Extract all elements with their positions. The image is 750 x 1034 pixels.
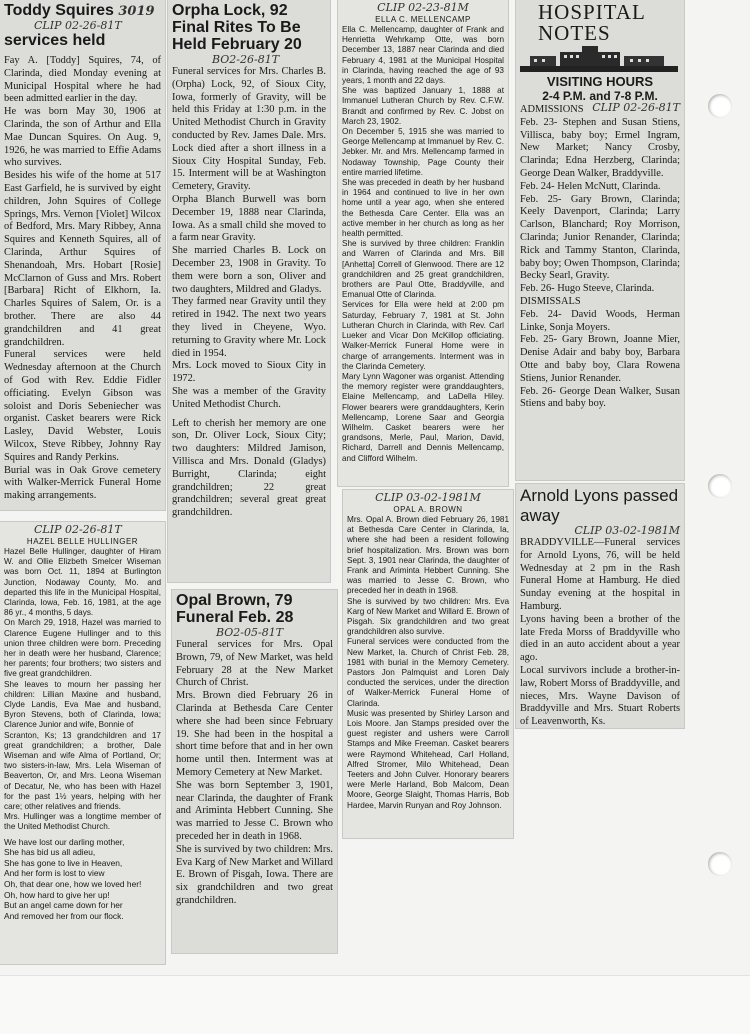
binder-hole-middle	[708, 474, 732, 498]
handwritten-date: CLIP 03-02-1981M	[574, 524, 680, 537]
caption: HAZEL BELLE HULLINGER	[26, 537, 139, 546]
headline: Opal Brown, 79 Funeral Feb. 28	[176, 592, 294, 626]
clipping-opal-brown-funeral	[172, 590, 337, 953]
paragraph: Burial was in Oak Grove cemetery with Walker-Merrick Funeral Home making arrangements.	[4, 464, 161, 502]
paragraph: Fay A. [Toddy] Squires, 74, of Clarinda, died Monday evening at Municipal Hospital where he had been admitted earlier in the day.	[4, 55, 161, 105]
binder-hole-top	[708, 94, 732, 118]
clipping-hazel-hullinger	[0, 522, 165, 964]
clipping-hospital-notes	[516, 0, 684, 480]
paragraph: Lyons having been a brother of the late Freda Morss of Braddyville who died in an auto accident about a year ago.	[520, 613, 680, 664]
headline: Orpha Lock, 92 Final Rites To Be Held February 20	[172, 2, 302, 53]
paragraph: Music was presented by Shirley Larson and Lois Moore. Jan Stamps presided over the guest register and ushers were Carroll Stamps and Mike Freeman. Casket bearers were Raymond Whitehead, Carl Holland, Alfred Stromer, Milo Whitehead, Dean Teeters and John Culver. Honorary bearers were Merle Harland, Bob Malcom, Dean Moore, George Slaight, Thomas Harris, Bob Hardee, Marvin Runyan and Roy Johnson.	[347, 708, 509, 810]
paragraph: Mrs. Brown died February 26 in Clarinda at Bethesda Care Center where she had been since February 19. She had been in the hospital a short time before that and in her own home until then. Interment was at Memory Cemetery at New Market.	[176, 690, 333, 778]
handwritten-date: CLIP 02-26-81T	[34, 523, 122, 536]
paragraph: Funeral services for Mrs. Opal Brown, 79, of New Market, was held February 28 at the New Market Church of Christ.	[176, 639, 333, 689]
caption: ELLA C. MELLENCAMP	[375, 15, 471, 24]
poem-line: But an angel came down for her	[4, 900, 123, 911]
paragraph: On December 5, 1915 she was married to George Mellencamp at Immanuel by Rev. C. Jebker. Mr. and Mrs. Mellencamp farmed in Nodaway Township, Page County their entire married lifetime.	[342, 127, 504, 177]
paragraph: Mrs. Opal A. Brown died February 26, 1981 at Bethesda Care Center in Clarinda, Ia, where she had been a resident following brief hospitalization. Mrs. Brown was born Sept. 3, 1901 near Clarinda, the daughter of Frank and Ariminta Hebbert Cunning. She was married to Jesse C. Brown, who preceded her in death in 1968.	[347, 515, 509, 596]
dismissal-entry: Feb. 26- George Dean Walker, Susan Stiens and baby boy.	[520, 385, 680, 410]
paragraph: Orpha Blanch Burwell was born December 19, 1888 near Clarinda, Iowa. As a small child she moved to a farm near Gravity.	[172, 193, 326, 244]
poem-line: Oh, that dear one, how we loved her!	[4, 879, 142, 890]
memorial-poem	[4, 837, 161, 922]
handwritten-date: CLIP 02-26-81T	[34, 19, 122, 32]
admissions-label: ADMISSIONS	[520, 104, 584, 115]
paragraph: Funeral services were held Wednesday afternoon at the Church of God with Rev. Eddie Fidler officiating. Evelyn Gibson was soloist and Doris Sebeniecher was organist. Casket bearers were Rick Lasley, David Webster, Louis Wilcox, Steve Ribbey, Johnny Ray Squires and Randy Perkins.	[4, 349, 161, 463]
clipping-toddy-squires	[0, 0, 165, 510]
paragraph: Mrs. Hullinger was a longtime member of the United Methodist Church.	[4, 812, 161, 832]
poem-line: And her form is lost to view	[4, 868, 105, 879]
paragraph: She is survived by two children: Mrs. Eva Karg of New Market and Willard E. Brown of Pisgah, Iowa. There are six grandchildren and two great grandchildren.	[176, 843, 333, 906]
poem-line: She has gone to live in Heaven,	[4, 857, 123, 868]
admission-entry: Feb. 24- Helen McNutt, Clarinda.	[520, 180, 661, 192]
paragraph: On March 29, 1918, Hazel was married to Clarence Eugene Hullinger and to this union three children were born. Preceding her in death were her husband, Clarence; her parents; four brothers; two sisters and five great grandchildren.	[4, 618, 161, 679]
paragraph: Funeral services for Mrs. Charles B. (Orpha) Lock, 92, of Sioux City, Iowa, formerly of Gravity, will be held this Friday at 1:30 p.m. in the United Methodist Church in Gravity conducted by Rev. James Dale. Mrs. Lock died after a short illness in a Sioux City Hospital Sunday, Feb. 15. Interment will be at Washington Cemetery, Gravity.	[172, 66, 326, 193]
dismissals-label: DISMISSALS	[520, 295, 581, 307]
clipping-opal-a-brown	[343, 490, 513, 838]
headline: Arnold Lyons passed away	[520, 486, 679, 525]
paragraph: They farmed near Gravity until they retired in 1942. The next two years they lived in Cheyene, Wyo. returning to Gravity where Mr. Lock died in 1954.	[172, 296, 326, 359]
paragraph: Besides his wife of the home at 517 East Garfield, he is survived by eight children, John Squires of College Springs, Mrs. Vernon [Violet] Wilcox of Bedford, Mrs. Mary Ribbey, Anna Squires and Kenneth Squires, all of Clarinda, Arthur Squires of Shenandoah, Mrs. Hobart [Rosie] McClarnon of Guss and Mrs. Robert [Barbara] Richt of Elkhorn, Ia. Charles Squires of Salem, Or. is a brother. There are also 44 grandchildren and 41 great grandchildren.	[4, 170, 161, 348]
paragraph: Mary Lynn Wagoner was organist. Attending the memory register were granddaughters, Elaine Mellencamp, and LaDella Hiley. Flower bearers were granddaughters, Kerin Mellencamp, Lorene Saar and Georgia Wilhelm. Casket bearers were her grandsons, Merle, Paul, Marion, David, Richard, Darrell and Dennis Mellencamp, and Clifford Wilhelm.	[342, 371, 504, 463]
visiting-hours-title: VISITING HOURS	[546, 74, 654, 89]
paragraph: She leaves to mourn her passing her children: Lillian Maxine and husband, Clyde Landis, Eva Mae and husband, Byron Stevens, both of Clarinda, Iowa; Clarence Junior and wife, Bonnie of	[4, 679, 161, 730]
dismissal-entry: Feb. 25- Gary Brown, Joanne Mier, Denise Adair and baby boy, Barbara Otte and baby boy, Clara Rowena Stiens, Junior Renander.	[520, 334, 680, 384]
admission-entry: Feb. 26- Hugo Steeve, Clarinda.	[520, 283, 655, 295]
paragraph: BRADDYVILLE—Funeral services for Arnold Lyons, 76, will be held Wednesday at 2 pm in the Rash Funeral Home at Hamburg. He died Sunday evening at the hospital in Hamburg.	[520, 537, 680, 612]
paragraph: He was born May 30, 1906 at Clarinda, the son of Arthur and Ella Mae Duncan Squires. On Aug. 9, 1926, he was married to Effie Adams who survives.	[4, 106, 161, 169]
hospital-building-icon	[520, 46, 678, 72]
paragraph: Hazel Belle Hullinger, daughter of Hiram W. and Ollie Elizbeth Smelcer Wiseman was born Oct. 11, 1894 at Burlington Junction, Nodaway County, Mo. and departed this life in the Municipal Hospital, Clarinda, Iowa, Feb. 16, 1981, at the age 86 yr., 4 months, 5 days.	[4, 547, 161, 618]
paragraph: She was preceded in death by her husband in 1964 and continued to live in her own home until a year ago, when she entered the Bethesda Care Center. Ella was an active member in her church as long as her health permitted.	[342, 178, 504, 239]
paragraph: Left to cherish her memory are one son, Dr. Oliver Lock, Sioux City; two daughters: Mildred Jamison, Villisca and Mrs. Donald (Gladys) Burright, Clarinda; eight grandchildren; 22 great grandchildren; several great great grandchildren.	[172, 417, 326, 519]
handwritten-date: BO2-26-81T	[212, 53, 280, 66]
paragraph: Services for Ella were held at 2:00 pm Saturday, February 7, 1981 at St. John Lutheran Church in Clarinda, with Rev. Carl Lueker and Vicar Don McKillop officiating. Walker-Merrick Funeral Home were in charge of arrangements. Interment was in the Clarinda Cemetery.	[342, 300, 504, 371]
paragraph: Scranton, Ks; 13 grandchildren and 17 great grandchildren; a brother, Dale Wiseman and wife Alma of Portland, Or; two sisters-in-law, Mrs. Lela Wiseman of Beaverton, Or, and Mrs. Leona Wiseman of Decatur, Ne, who has been with Hazel for the past 1½ years, helping with her care; other relatives and friends.	[4, 730, 161, 812]
handwritten-date: CLIP 03-02-1981M	[375, 491, 481, 504]
admission-entry: Feb. 25- Gary Brown, Clarinda; Keely Davenport, Clarinda; Larry Carlson, Blanchard; Roy Morrison, Clarinda; Junior Renander, Clarinda; Rick and Tammy Stanton, Clarinda, baby boy; Owen Thompson, Clarinda; Becky Searl, Gravity.	[520, 193, 680, 282]
paragraph: Mrs. Lock moved to Sioux City in 1972.	[172, 360, 326, 385]
page-bottom-margin	[0, 975, 750, 1034]
paragraph: Local survivors include a brother-in-law, Robert Morss of Braddyville, and nieces, Mrs. Wayne Davison of Braddyville and Mrs. Stuart Roberts of Leavenworth, Ks.	[520, 664, 680, 728]
paragraph: She was baptized January 1, 1888 at Immanuel Lutheran Church by Rev. C.F.W. Brandt and confirmed by Rev. C. Jobst on March 23, 1902.	[342, 86, 504, 126]
clipping-ella-mellencamp	[338, 0, 508, 486]
visiting-hours-times: 2-4 P.M. and 7-8 P.M.	[542, 89, 658, 103]
headline-line2: services held	[4, 32, 106, 49]
paragraph: She married Charles B. Lock on December 23, 1908 in Gravity. To them were born a son, Oliver and two daughters, Mildred and Gladys.	[172, 245, 326, 295]
admission-entry: Feb. 23- Stephen and Susan Stiens, Villisca, baby boy; Ermel Ingram, New Market; Nancy Crosby, Clarinda; Edna Herzberg, Clarinda; George Dean Walker, Braddyville.	[520, 116, 680, 179]
paragraph: She is survived by three children: Franklin and Warren of Clarinda and Mrs. Bill [Anhetta] Correll of Glenwood. There are 12 grandchildren and 25 great grandchildren, brothers are Paul Otte, Braddyville, and Emanual Otte of Clarinda.	[342, 239, 504, 300]
poem-line: Oh, how hard to give her up!	[4, 889, 110, 900]
paragraph: She was a member of the Gravity United Methodist Church.	[172, 385, 326, 410]
handwritten-number: 3019	[118, 4, 155, 19]
paragraph: She is survived by two children: Mrs. Eva Karg of New Market and Willard E. Brown of Pisgah. Six grandchildren and two great grandchildren also survive.	[347, 596, 509, 637]
handwritten-date: BO2-05-81T	[216, 626, 284, 639]
clipping-orpha-lock	[168, 0, 330, 582]
clipping-arnold-lyons	[516, 484, 684, 728]
hospital-notes-title: HOSPITAL NOTES	[538, 0, 646, 45]
paragraph: Funeral services were conducted from the New Market, Ia. Church of Christ Feb. 28, 1981 with burial in the Memory Cemetery. Pastors Jon Palmquist and Loren Daly conducted the services, under the direction of Walker-Merrick Funeral Home of Clarinda.	[347, 637, 509, 708]
poem-line: She has bid us all adieu,	[4, 847, 96, 858]
poem-line: We have lost our darling mother,	[4, 836, 125, 847]
paragraph: She was born September 3, 1901, near Clarinda, the daughter of Frank and Ariminta Hebbert Cunning. She was married to Jesse C. Brown who preceded her in death in 1968.	[176, 779, 333, 842]
paragraph: Ella C. Mellencamp, daughter of Frank and Henrietta Wehrkamp Otte, was born December 13, 1887 near Clarinda and died February 4, 1981 at the Municipal Hospital in Clarinda, having reached the age of 93 years, 1 month and 22 days.	[342, 25, 504, 86]
handwritten-date: CLIP 02-26-81T	[592, 101, 680, 114]
headline: Toddy Squires 3019	[4, 2, 155, 19]
caption: OPAL A. BROWN	[393, 505, 463, 514]
poem-line: And removed her from our flock.	[4, 910, 124, 921]
binder-hole-bottom	[708, 852, 732, 876]
dismissal-entry: Feb. 24- David Woods, Herman Linke, Sonja Moyers.	[520, 308, 680, 333]
handwritten-date: CLIP 02-23-81M	[377, 1, 469, 14]
